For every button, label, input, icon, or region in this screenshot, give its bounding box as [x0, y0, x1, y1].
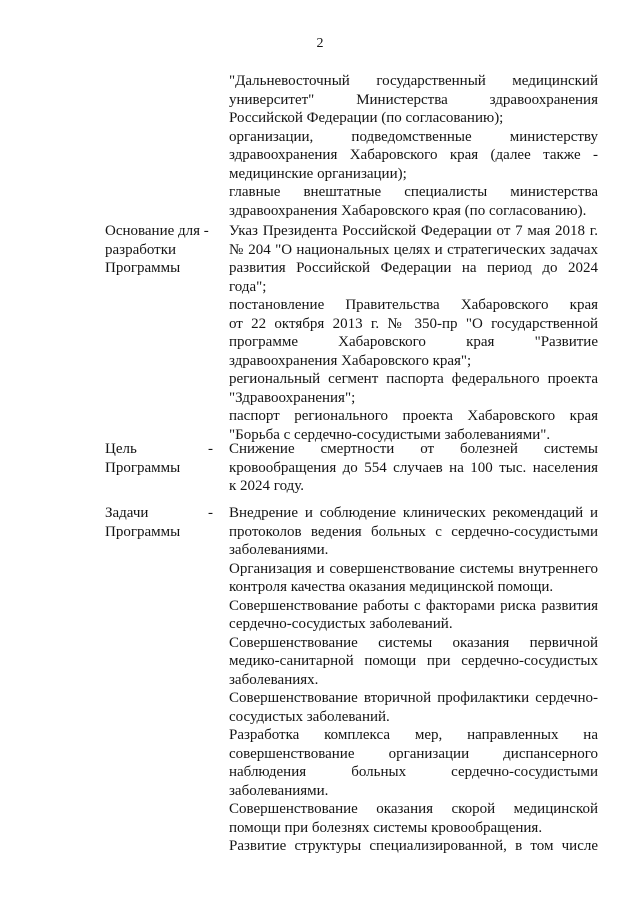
text-line: Снижение смертности от болезней системы	[229, 441, 598, 457]
text-line: кровообращения до 554 случаев на 100 тыс. населения	[229, 459, 598, 476]
label-line: Программы	[105, 523, 181, 540]
tasks-text	[229, 504, 598, 856]
label-line: Программы	[105, 260, 181, 276]
text-line: "Дальневосточный государственный медицинский	[229, 73, 598, 89]
text-line: к 2024 году.	[229, 478, 305, 494]
text-line: развития Российской Федерации на период до 2024	[229, 260, 598, 276]
text-line: наблюдения больных сердечно-сосудистыми	[229, 764, 598, 780]
text-line: заболеваниями.	[229, 542, 329, 558]
text-line: года";	[229, 278, 267, 295]
label-line: Программы	[105, 459, 181, 476]
text-line: Разработка комплекса мер, направленных на	[229, 727, 598, 743]
text-line: паспорт регионального проекта Хабаровского края	[229, 408, 598, 424]
text-line: помощи при болезнях системы кровообращения.	[229, 819, 543, 836]
text-line: медико-санитарной помощи при сердечно-сосудистых	[229, 653, 598, 669]
goal-label	[105, 440, 217, 477]
text-line: Внедрение и соблюдение клинических рекомендаций и	[229, 505, 598, 521]
tasks-label	[105, 504, 217, 541]
text-line: организации, подведомственные министерству	[229, 128, 598, 145]
text-line: здравоохранения Хабаровского края (далее также -	[229, 147, 598, 163]
text-line: медицинские организации);	[229, 165, 407, 182]
label-line: Задачи	[105, 505, 149, 521]
text-line: сосудистых заболеваний.	[229, 708, 390, 725]
text-line: Организация и совершенствование системы внутреннего	[229, 560, 598, 577]
text-line: университет" Министерства здравоохранения	[229, 91, 598, 108]
text-line: заболеваниях.	[229, 671, 319, 688]
text-line: Совершенствование системы оказания первичной	[229, 634, 598, 651]
page-number: 2	[316, 36, 324, 51]
basis-label	[105, 222, 217, 278]
text-line: Совершенствование вторичной профилактики сердечно-	[229, 690, 598, 706]
text-line: "Борьба с сердечно-сосудистыми заболеваниями".	[229, 426, 551, 443]
text-line: "Здравоохранения";	[229, 389, 356, 406]
text-line: программе Хабаровского края "Развитие	[229, 334, 598, 350]
tasks-dash: -	[208, 505, 213, 521]
basis-text	[229, 222, 598, 444]
text-line: постановление Правительства Хабаровского края	[229, 297, 598, 313]
text-line: здравоохранения Хабаровского края (по согласованию).	[229, 202, 587, 219]
goal-dash: -	[208, 441, 213, 457]
text-line: региональный сегмент паспорта федерального проекта	[229, 371, 598, 387]
text-line: заболеваниями.	[229, 782, 329, 799]
text-line: Российской Федерации (по согласованию);	[229, 110, 504, 126]
text-line: контроля качества оказания медицинской помощи.	[229, 579, 554, 595]
text-line: Указ Президента Российской Федерации от 7 мая 2018 г.	[229, 223, 598, 239]
text-line: № 204 "О национальных целях и стратегических задачах	[229, 241, 598, 258]
text-line: от 22 октября 2013 г. № 350-пр "О государственной	[229, 315, 598, 332]
label-line: Цель	[105, 441, 137, 457]
text-line: сердечно-сосудистых заболеваний.	[229, 616, 453, 632]
text-line: Развитие структуры специализированной, в том числе	[229, 838, 598, 854]
text-line: Совершенствование оказания скорой медицинской	[229, 801, 598, 817]
label-line: Основание для -	[105, 223, 209, 239]
goal-text	[229, 440, 598, 496]
text-line: здравоохранения Хабаровского края";	[229, 352, 472, 369]
text-line: протоколов ведения больных с сердечно-сосудистыми	[229, 523, 598, 540]
text-line: совершенствование организации диспансерного	[229, 745, 598, 762]
label-line: разработки	[105, 241, 177, 258]
text-line: Совершенствование работы с факторами риска развития	[229, 597, 598, 614]
participants-text	[229, 72, 598, 220]
text-line: главные внештатные специалисты министерства	[229, 184, 598, 200]
